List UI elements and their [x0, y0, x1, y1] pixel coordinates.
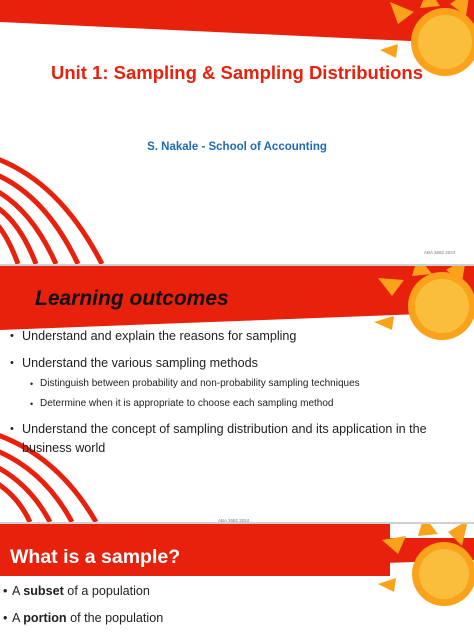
bullet-item [3, 584, 150, 598]
bullet-emphasis: portion [23, 611, 67, 625]
learning-outcomes-slide [0, 266, 474, 522]
sub-bullet-text: Determine when it is appropriate to choose each sampling method [40, 398, 334, 409]
bullet-item [3, 611, 164, 625]
bullet-dot: • [10, 330, 14, 342]
bullet-text: Understand the concept of sampling distribution and its application in the business world [22, 422, 427, 455]
bullet-text: A [12, 584, 24, 598]
bullet-dot: • [30, 399, 34, 409]
bullet-item [10, 420, 462, 458]
bullet-item [10, 354, 258, 373]
bullet-text: Understand and explain the reasons for sampling [22, 329, 297, 343]
bullet-dot: • [3, 611, 8, 625]
slide-title: Learning outcomes [35, 287, 229, 310]
slide-title: Unit 1: Sampling & Sampling Distributions [50, 62, 424, 83]
what-is-sample-slide [0, 524, 474, 632]
title-slide [0, 0, 474, 264]
sub-bullet-text: Distinguish between probability and non-probability sampling techniques [40, 378, 360, 389]
bullet-dot: • [3, 584, 8, 598]
bullet-text: Understand the various sampling methods [22, 356, 258, 370]
sub-bullet-item [30, 377, 360, 391]
slide-title: What is a sample? [10, 546, 181, 568]
footer-text: ABA 3682 2024 [218, 518, 250, 522]
bullet-dot: • [30, 379, 34, 389]
bullet-item [10, 327, 297, 346]
author-line: S. Nakale - School of Accounting [147, 141, 327, 153]
bullet-text: of the population [66, 611, 164, 625]
bullet-text: A [12, 611, 24, 625]
sub-bullet-item [30, 397, 334, 411]
bullet-dot: • [10, 357, 14, 369]
bullet-emphasis: subset [23, 584, 64, 598]
footer-text: ABA 3682 2024 [424, 250, 456, 255]
bullet-text: of a population [63, 584, 150, 598]
slide-background [0, 0, 474, 264]
bullet-dot: • [10, 423, 14, 435]
